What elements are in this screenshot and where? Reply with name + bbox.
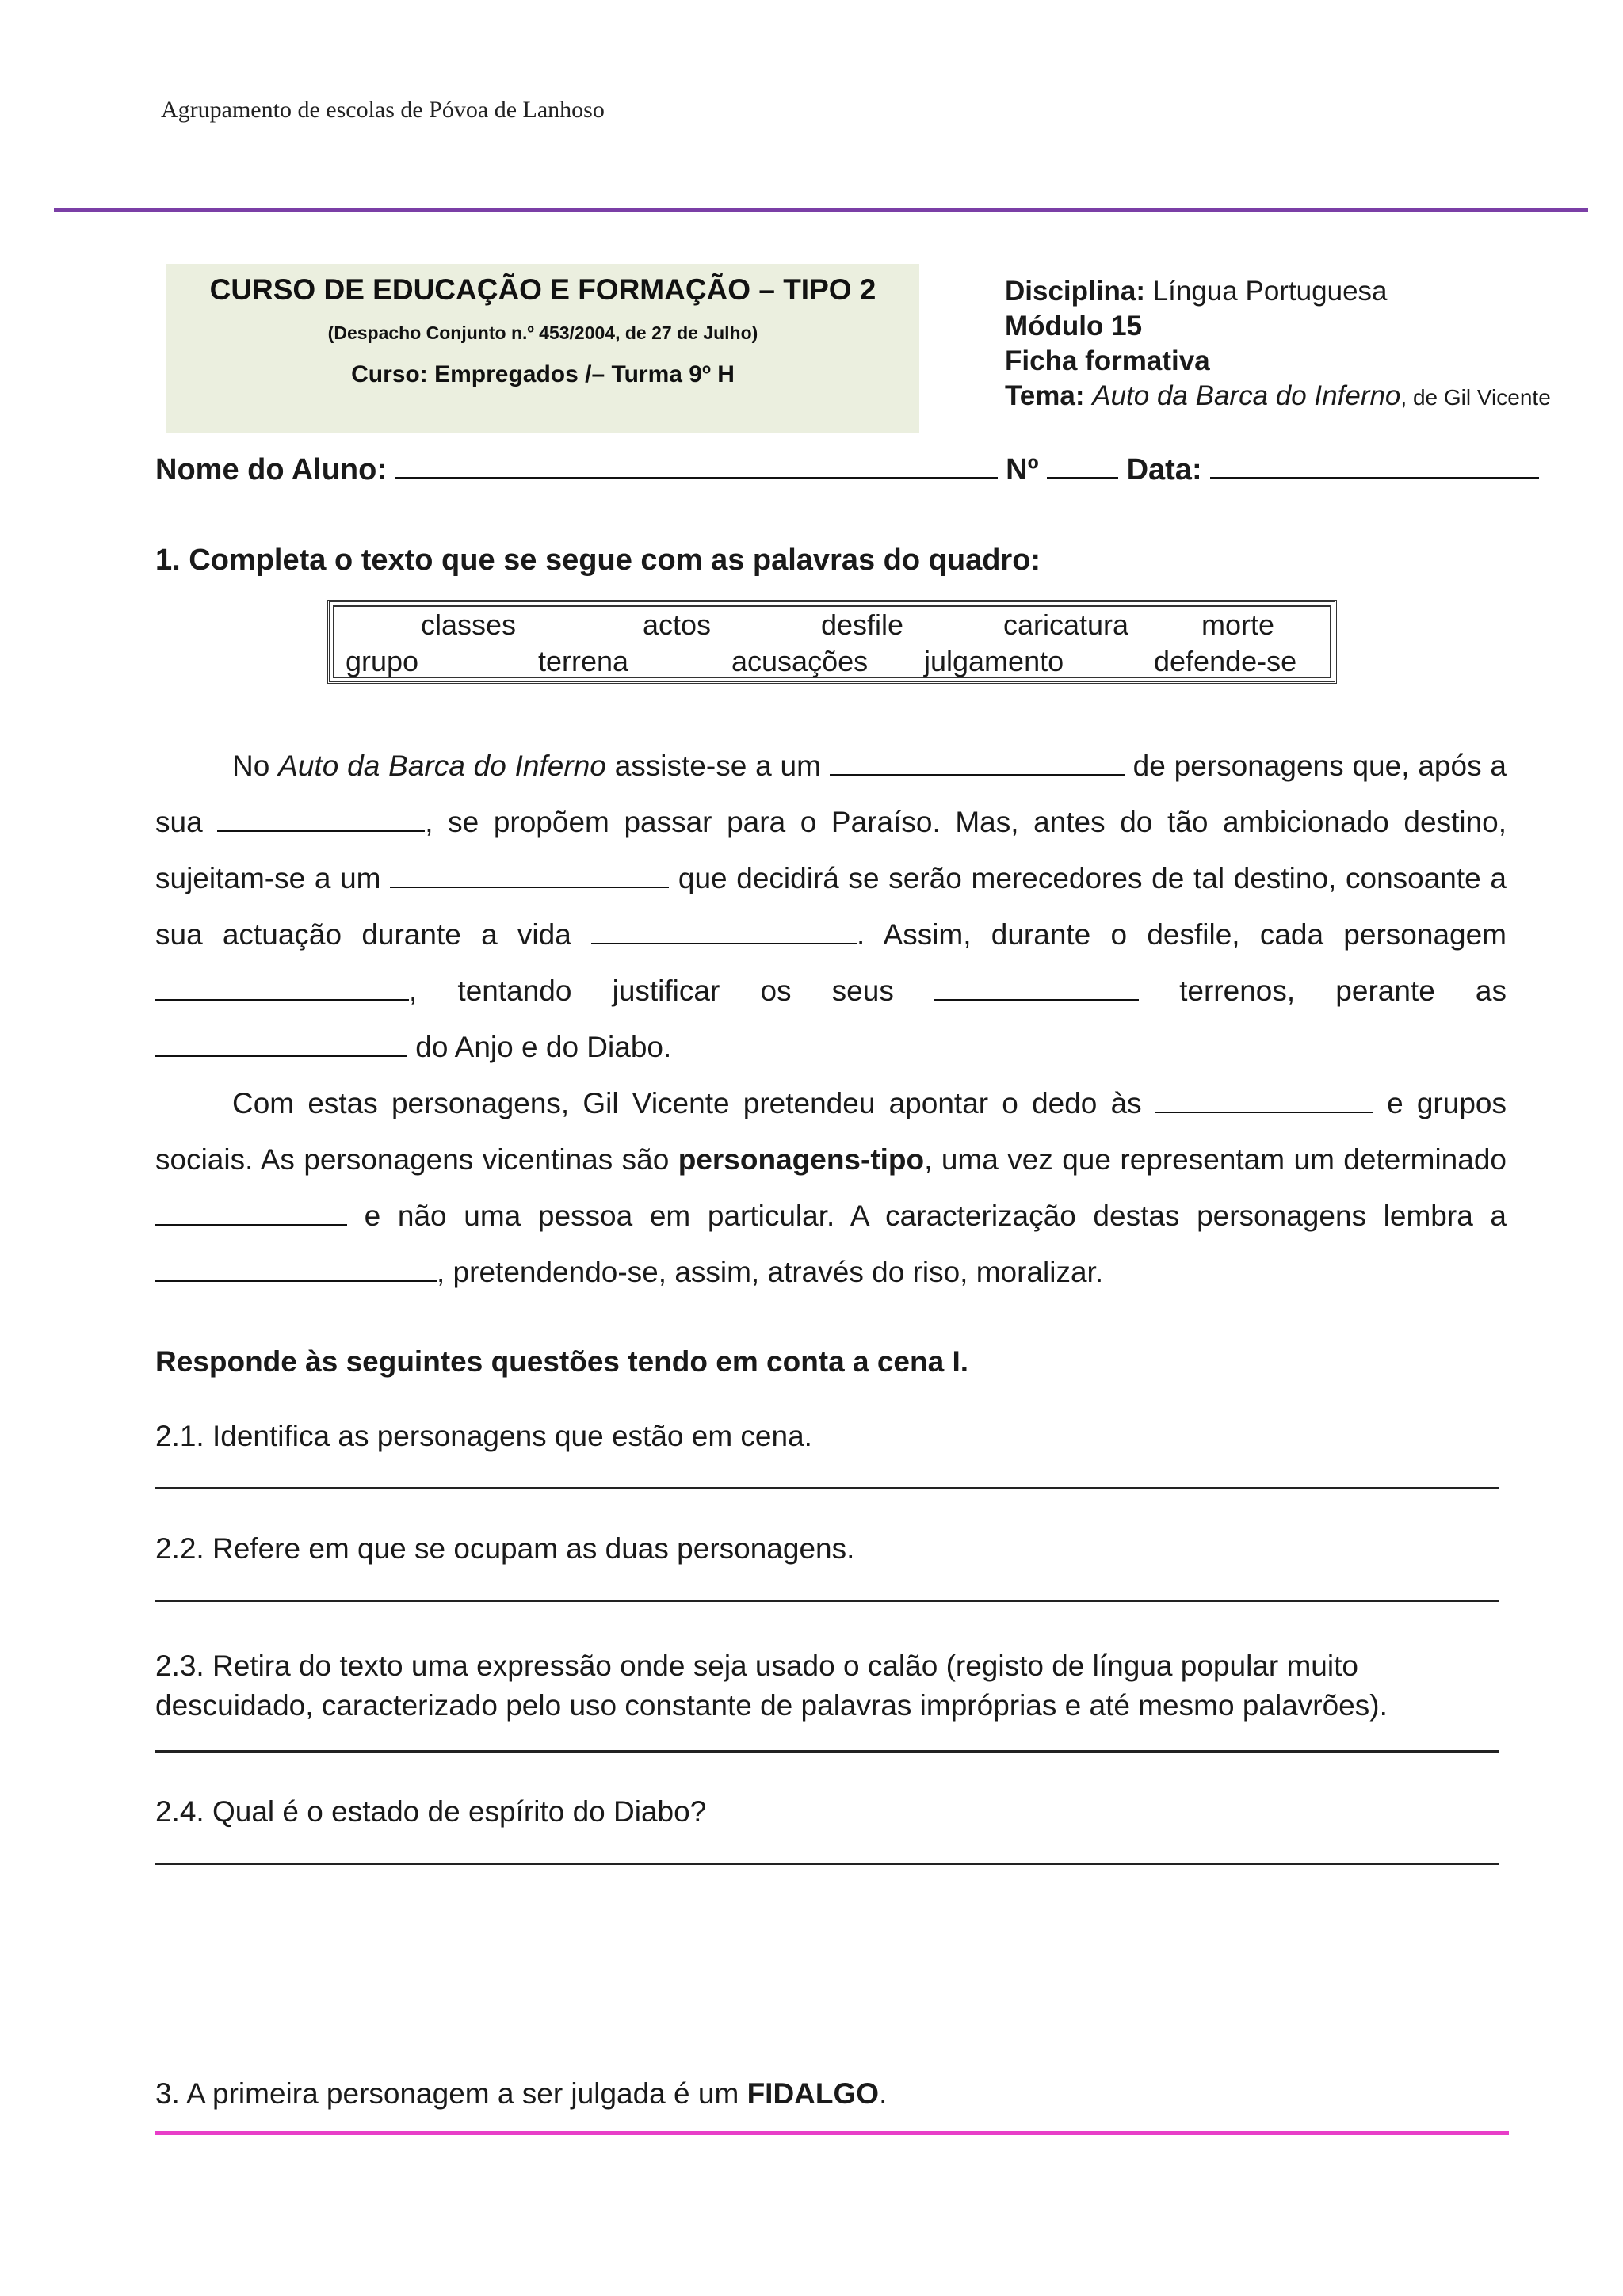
blank-field[interactable] <box>155 1032 407 1057</box>
blank-field[interactable] <box>1155 1088 1373 1113</box>
module-line: Módulo 15 <box>1005 311 1143 341</box>
school-name: Agrupamento de escolas de Póvoa de Lanhoso <box>161 97 605 123</box>
blank-field[interactable] <box>217 807 425 832</box>
date-label: Data: <box>1126 453 1202 486</box>
question-2-1: 2.1. Identifica as personagens que estão em cena. <box>155 1420 812 1452</box>
date-field[interactable] <box>1210 455 1539 479</box>
blank-field[interactable] <box>591 919 857 944</box>
student-info-line <box>155 453 1539 487</box>
footer-divider <box>155 2131 1509 2135</box>
question-2-3: 2.3. Retira do texto uma expressão onde seja usado o calão (registo de língua popular muito descuidado, caracterizado pelo uso constante de palavras impróprias e até mesmo palavrões). <box>155 1650 1388 1722</box>
word-bank-item: terrena <box>538 645 629 677</box>
blank-field[interactable] <box>390 863 669 888</box>
cloze-paragraph-1: No Auto da Barca do Inferno assiste-se a um de personagens que, após a sua , se propõem passar para o Paraíso. Mas, antes do tão ambicionado destino, sujeitam-se a um que decidirá se serão merecedores de tal destino, consoante a sua actuação durante a vida . Assim, durante o desfile, cada personagem , tentando justificar os seus terrenos, perante as do Anjo e do Diabo. <box>155 749 1507 1063</box>
question-2-2: 2.2. Refere em que se ocupam as duas personagens. <box>155 1532 855 1565</box>
word-bank-item: defende-se <box>1154 645 1297 677</box>
blank-field[interactable] <box>830 750 1125 776</box>
answer-line-2-2[interactable] <box>155 1600 1499 1602</box>
word-bank-item: julgamento <box>924 645 1064 677</box>
word-bank-item: actos <box>643 608 712 641</box>
student-name-field[interactable] <box>395 455 998 479</box>
sheet-line: Ficha formativa <box>1005 345 1210 376</box>
blank-field[interactable] <box>155 1257 437 1282</box>
answer-line-2-3[interactable] <box>155 1750 1499 1753</box>
word-bank-item: acusações <box>731 645 869 677</box>
word-bank-item: desfile <box>821 608 904 641</box>
word-bank-box <box>327 600 1337 684</box>
student-number-field[interactable] <box>1047 455 1118 479</box>
course-class: Curso: Empregados /– Turma 9º H <box>351 361 735 387</box>
header-divider <box>54 208 1588 212</box>
question-1-title: 1. Completa o texto que se segue com as palavras do quadro: <box>155 543 1041 577</box>
student-name-label: Nome do Aluno: <box>155 453 387 486</box>
course-info-box <box>166 264 919 433</box>
discipline-line <box>1005 274 1551 309</box>
word-bank-item: morte <box>1201 608 1275 641</box>
question-3: 3. A primeira personagem a ser julgada é um FIDALGO. <box>155 2077 888 2110</box>
theme-author: , de Gil Vicente <box>1400 385 1551 410</box>
subject-info <box>1005 274 1551 415</box>
blank-field[interactable] <box>934 975 1139 1001</box>
theme-value: Auto da Barca do Inferno <box>1092 380 1401 411</box>
discipline-label: Disciplina: <box>1005 276 1145 307</box>
cloze-paragraph-2: Com estas personagens, Gil Vicente pretendeu apontar o dedo às e grupos sociais. As personagens vicentinas são personagens-tipo, uma vez que representam um determinado e não uma pessoa em particular. A caracterização destas personagens lembra a , pretendendo-se, assim, através do riso, moralizar. <box>155 1087 1507 1288</box>
theme-label: Tema: <box>1005 380 1085 411</box>
answer-line-2-1[interactable] <box>155 1487 1499 1489</box>
word-bank-item: caricatura <box>1003 608 1129 641</box>
course-decree: (Despacho Conjunto n.º 453/2004, de 27 de Julho) <box>327 322 758 343</box>
theme-line <box>1005 379 1551 415</box>
question-2-4: 2.4. Qual é o estado de espírito do Diabo? <box>155 1795 707 1828</box>
fidalgo-keyword: FIDALGO <box>747 2077 880 2110</box>
cloze-text <box>155 738 1507 1300</box>
question-2-heading: Responde às seguintes questões tendo em conta a cena I. <box>155 1345 969 1378</box>
discipline-value: Língua Portuguesa <box>1152 276 1388 307</box>
word-bank-item: grupo <box>346 645 419 677</box>
answer-line-2-4[interactable] <box>155 1863 1499 1865</box>
course-title: CURSO DE EDUCAÇÃO E FORMAÇÃO – TIPO 2 <box>209 273 876 306</box>
blank-field[interactable] <box>155 975 409 1001</box>
student-number-label: Nº <box>1006 453 1039 486</box>
word-bank-item: classes <box>421 608 517 641</box>
blank-field[interactable] <box>155 1200 347 1226</box>
